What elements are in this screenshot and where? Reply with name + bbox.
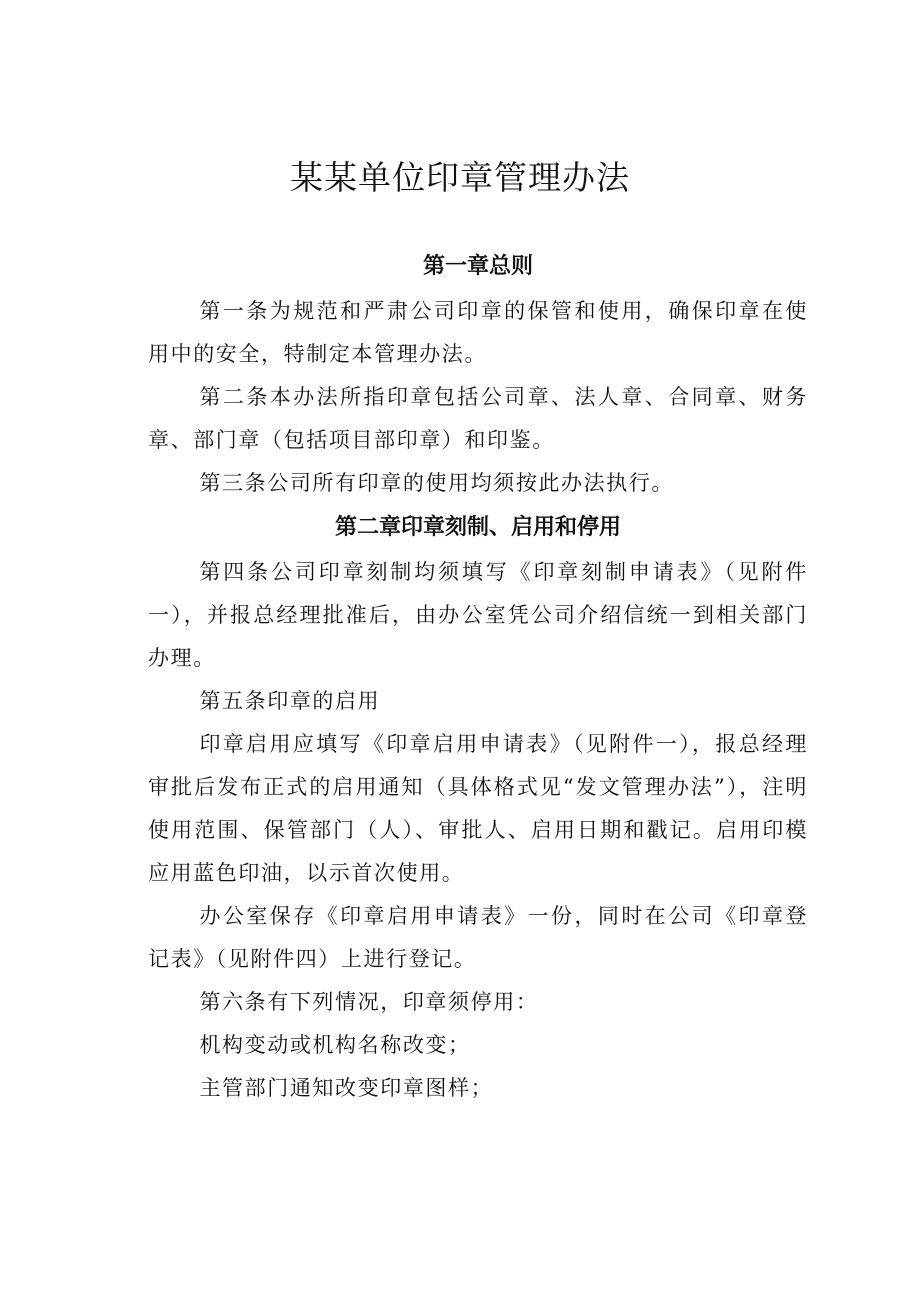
article-2: 第二条本办法所指印章包括公司章、法人章、合同章、财务章、部门章（包括项目部印章）和印鉴。 xyxy=(148,385,808,452)
article-5-paragraph-1: 印章启用应填写《印章启用申请表》（见附件一），报总经理审批后发布正式的启用通知（具体格式见“发文管理办法”），注明使用范围、保管部门（人）、审批人、启用日期和戳记。启用印模应用蓝色印油，以示首次使用。 xyxy=(148,732,808,885)
article-6-item-1: 机构变动或机构名称改变； xyxy=(199,1033,471,1057)
article-3: 第三条公司所有印章的使用均须按此办法执行。 xyxy=(199,471,675,495)
chapter-2-heading: 第二章印章刻制、启用和停用 xyxy=(334,515,621,540)
document-body xyxy=(148,244,808,1110)
document-title: 某某单位印章管理办法 xyxy=(290,158,630,197)
article-5-heading: 第五条印章的启用 xyxy=(199,689,381,713)
article-4: 第四条公司印章刻制均须填写《印章刻制申请表》（见附件一），并报总经理批准后，由办公室凭公司介绍信统一到相关部门办理。 xyxy=(148,560,808,670)
chapter-1-heading: 第一章总则 xyxy=(422,254,533,279)
article-5-paragraph-2: 办公室保存《印章启用申请表》一份，同时在公司《印章登记表》（见附件四）上进行登记。 xyxy=(148,904,808,971)
article-6-heading: 第六条有下列情况，印章须停用： xyxy=(199,990,539,1014)
article-6-item-2: 主管部门通知改变印章图样； xyxy=(199,1076,494,1100)
article-1: 第一条为规范和严肃公司印章的保管和使用，确保印章在使用中的安全，特制定本管理办法。 xyxy=(148,299,808,366)
